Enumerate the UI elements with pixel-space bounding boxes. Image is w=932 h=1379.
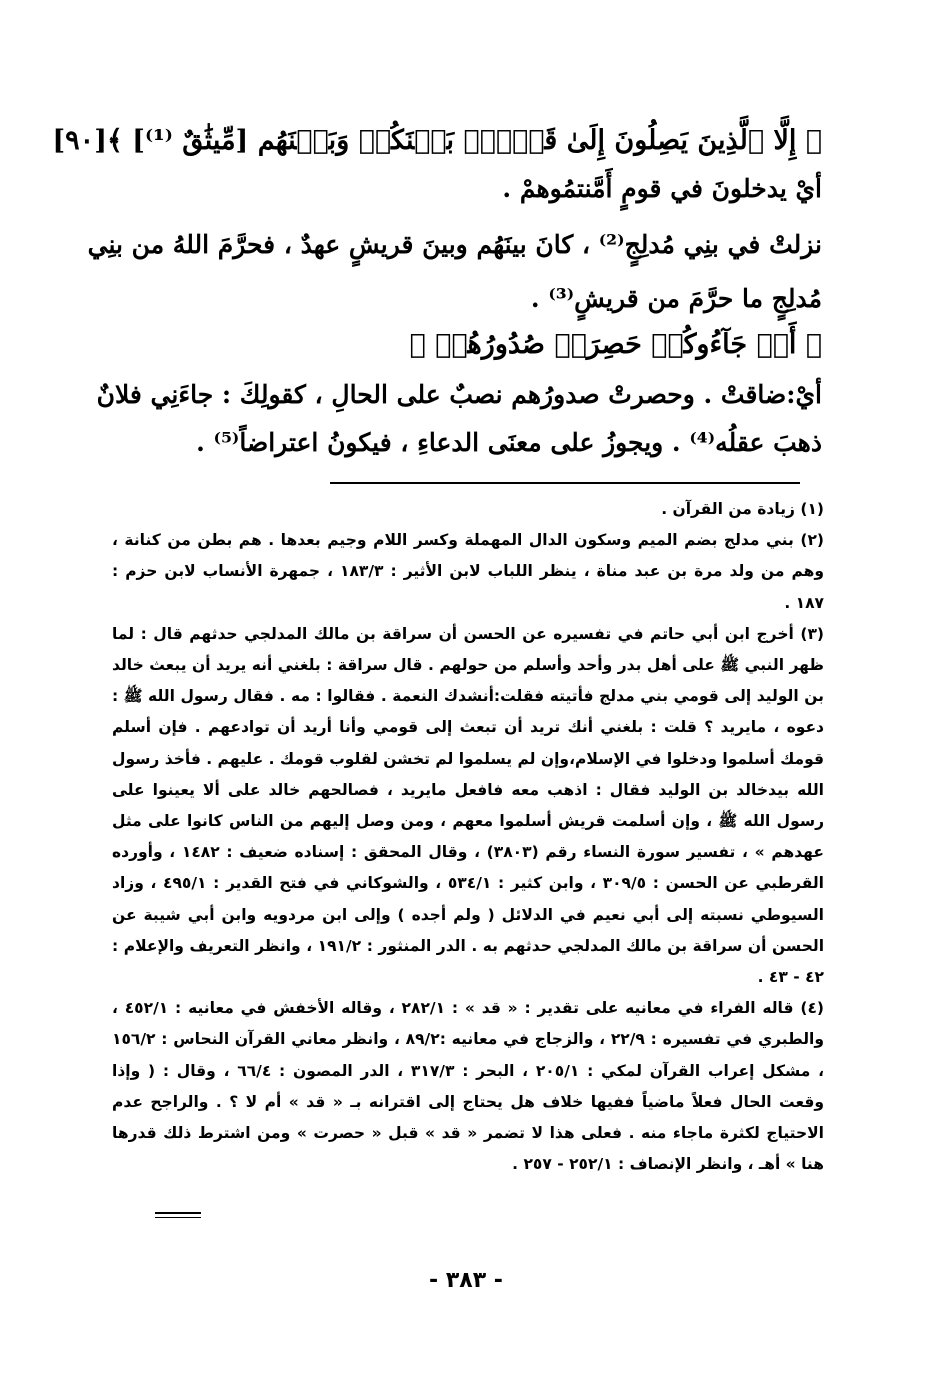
footnote-1: (١) زيادة من القرآن . bbox=[661, 500, 824, 518]
footnotes bbox=[112, 494, 824, 1180]
commentary-line-1: أيْ يدخلونَ في قومٍ أَمَّنتمُوهمْ . bbox=[502, 174, 822, 203]
footnote-3: (٣) أخرج ابن أبي حاتم في تفسيره عن الحسن أن سراقة بن مالك المدلجي حدثهم قال : لما ظهر النبي ﷺ على أهل بدر وأحد وأسلم من حولهم . قال سراقة : بلغني أنه يريد أن يبعث خالد بن الوليد إلى قومي بني مدلج فأتيته فقلت:أنشدك النعمة . فقالوا : مه . فقال رسول الله ﷺ : دعوه ، مايريد ؟ قلت : بلغني أنك تريد أن تبعث إلى قومي وأنا أريد أن توادعهم . فإن أسلم قومك أسلموا ودخلوا في الإسلام،وإن لم يسلموا لم تخشن لقلوب قومك . عليهم . فأخذ رسول الله بيدخالد بن الوليد فقال : اذهب معه فافعل مايريد ، فصالحهم خالد على ألا يعينوا على رسول الله ﷺ ، وإن أسلمت قريش أسلموا معهم ، ومن وصل إليهم من الناس كانوا على مثل عهدهم » ، تفسير سورة النساء رقم (٣٨٠٣) ، وقال المحقق : إسناده ضعيف : ١٤٨٢ ، وأورده القرطبي عن الحسن : ٣٠٩/٥ ، وابن كثير : ٥٣٤/١ ، والشوكاني في فتح القدير : ٤٩٥/١ ، وزاد السيوطي نسبته إلى أبي نعيم في الدلائل ( ولم أجده ) وإلى ابن مردويه وابن أبي شيبة عن الحسن أن سراقة بن مالك المدلجي حدثهم به . الدر المنثور : ١٩١/٢ ، وانظر التعريف والإعلام : ٤٢ - ٤٣ . bbox=[112, 624, 825, 987]
end-rule bbox=[155, 1212, 201, 1218]
verse-line-1: ﴿ إِلَّا ٱلَّذِينَ يَصِلُونَ إِلَىٰ قَوۡمِۭ بَيۡنَكُمۡ وَبَيۡنَهُم [مِّيثَٰقٌ ⁽¹⁾] ﴾[٩٠] bbox=[52, 125, 822, 156]
footnote-4: (٤) قاله الفراء في معانيه على تقدير : « قد » : ٢٨٢/١ ، وقاله الأخفش في معانيه : ٤٥٢/١ ، والطبري في تفسيره : ٢٢/٩ ، والزجاج في معانيه :٨٩/٢ ، وانظر معاني القرآن النحاس : ١٥٦/٢ ، مشكل إعراب القرآن لمكي : ٢٠٥/١ ، البحر : ٣١٧/٣ ، الدر المصون : ٦٦/٤ ، وقال : ( وإذا وقعت الحال فعلاً ماضياً ففيها خلاف هل يحتاج إلى اقترانه بـ « قد » أم لا ؟ . والراجح عدم الاحتياج لكثرة ماجاء منه . فعلى هذا لا تضمر « قد » قبل « حصرت » ومن اشترط ذلك قدرها هنا » أهـ ، وانظر الإنصاف : ٢٥٢/١ - ٢٥٧ . bbox=[112, 999, 825, 1174]
commentary-line-3: مُدلِجٍ ما حرَّمَ من قريشٍ⁽³⁾ . bbox=[530, 284, 822, 313]
page-number: - ٣٨٣ - bbox=[429, 1268, 503, 1293]
commentary-line-4: أيْ:ضاقتْ . وحصرتْ صدورُهم نصبٌ على الحالِ ، كقولِكَ : جاءَنِي فلانٌ bbox=[96, 380, 822, 409]
commentary-line-5: ذهبَ عقلُه⁽⁴⁾ . ويجوزُ على معنَى الدعاءِ ، فيكونُ اعتراضاً⁽⁵⁾ . bbox=[196, 428, 822, 457]
footnote-separator bbox=[330, 482, 800, 484]
commentary-line-2: نزلتْ في بنِي مُدلِجٍ⁽²⁾ ، كانَ بينَهُم وبينَ قريشٍ عهدٌ ، فحرَّمَ اللهُ من بنِي bbox=[87, 230, 822, 259]
verse-line-2: ﴿ أَوۡ جَآءُوكُمۡ حَصِرَتۡ صُدُورُهُمۡ ﴾ bbox=[409, 329, 822, 360]
footnote-2: (٢) بني مدلج بضم الميم وسكون الدال المهملة وكسر اللام وجيم بعدها . هم بطن من كنانة ، وهم من ولد مرة بن عبد مناة ، ينظر اللباب لابن الأثير : ١٨٣/٣ ، جمهرة الأنساب لابن حزم : ١٨٧ . bbox=[112, 531, 824, 612]
